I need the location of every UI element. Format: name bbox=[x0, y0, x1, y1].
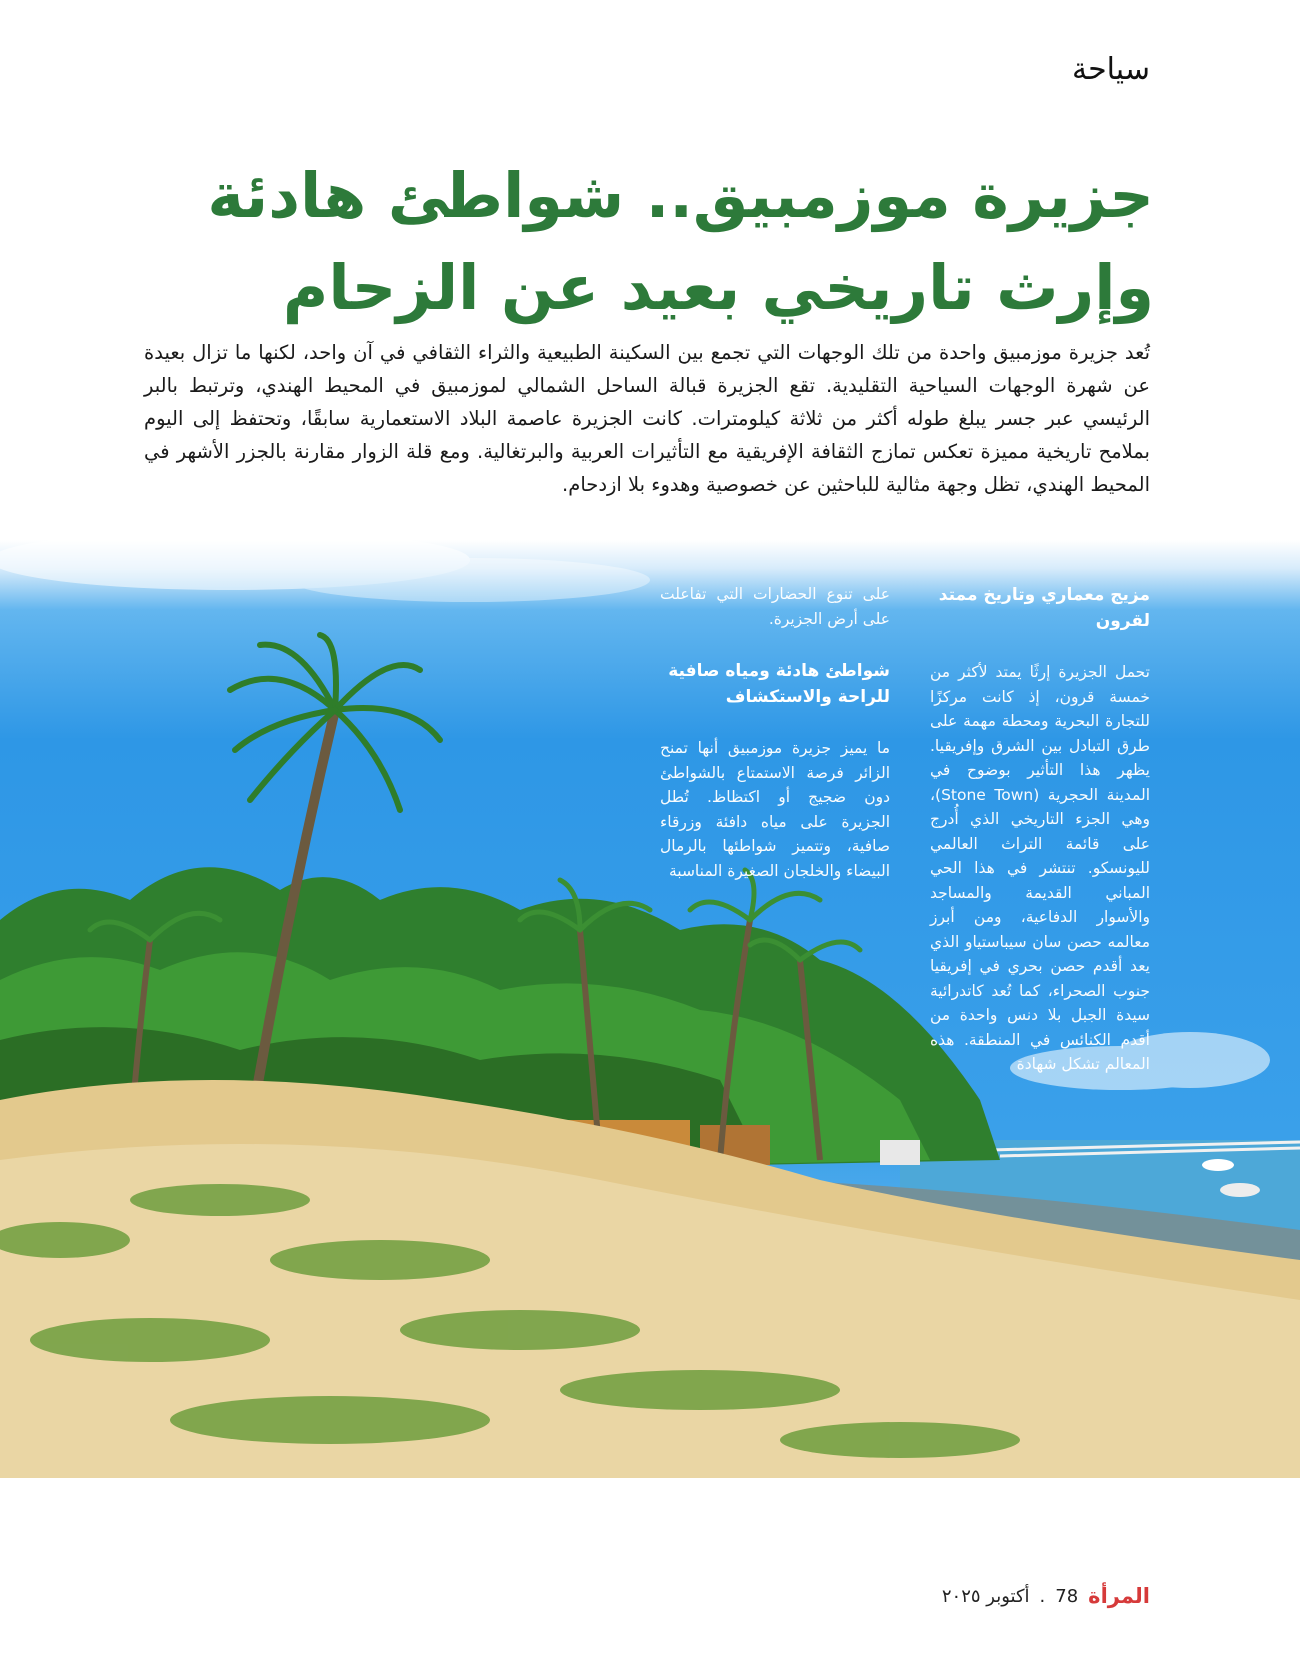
column-left-continuation bbox=[660, 582, 890, 631]
section-label: سياحة bbox=[1072, 52, 1150, 87]
headline-line-1: جزيرة موزمبيق.. شواطئ هادئة bbox=[207, 159, 1154, 232]
column-right-body: تحمل الجزيرة إرثًا يمتد لأكثر من خمسة قرون، إذ كانت مركزًا للتجارة البحرية ومحطة مهمة على طرق التبادل بين الشرق وإفريقيا. يظهر هذا التأثير بوضوح في المدينة الحجرية (Stone Town)، وهي الجزء التاريخي الذي أُدرج على قائمة التراث العالمي لليونسكو. تنتشر في هذا الحي المباني القديمة والمساجد والأسوار الدفاعية، ومن أبرز معالمه حصن سان سيباستياو الذي يعد أقدم حصن بحري في إفريقيا جنوب الصحراء، كما تُعد كاتدرائية سيدة الجبل بلا دنس واحدة من أقدم الكنائس في المنطقة. هذه المعالم تشكل شهادة bbox=[930, 663, 1150, 1073]
headline-line-2: وإرث تاريخي بعيد عن الزحام bbox=[282, 251, 1154, 324]
column-left-heading: شواطئ هادئة ومياه صافية للراحة والاستكشاف bbox=[668, 661, 890, 707]
column-left-body: ما يميز جزيرة موزمبيق أنها تمنح الزائر فرصة الاستمتاع بالشواطئ دون ضجيج أو اكتظاظ. تُطل الجزيرة على مياه دافئة وزرقاء صافية، وتتميز شواطئها بالرمال البيضاء والخلجان الصغيرة المناسبة bbox=[660, 739, 890, 880]
boat bbox=[1220, 1183, 1260, 1197]
column-right bbox=[930, 582, 1150, 1077]
magazine-logo: المرأة bbox=[1088, 1584, 1150, 1608]
footer bbox=[942, 1584, 1150, 1608]
boat bbox=[1202, 1159, 1234, 1171]
hut bbox=[880, 1140, 920, 1165]
column-left bbox=[660, 658, 890, 883]
page-number: 78 bbox=[1055, 1585, 1079, 1607]
footer-separator: . bbox=[1039, 1585, 1046, 1607]
intro-paragraph: تُعد جزيرة موزمبيق واحدة من تلك الوجهات التي تجمع بين السكينة الطبيعية والثراء الثقافي في آن واحد، لكنها ما تزال بعيدة عن شهرة الوجهات السياحية التقليدية. تقع الجزيرة قبالة الساحل الشمالي لموزمبيق في المحيط الهندي، وترتبط بالبر الرئيسي عبر جسر يبلغ طوله أكثر من ثلاثة كيلومترات. كانت الجزيرة عاصمة البلاد الاستعمارية سابقًا، وتحتفظ إلى اليوم بملامح تاريخية مميزة تعكس تمازج الثقافة الإفريقية مع التأثيرات العربية والبرتغالية. ومع قلة الزوار مقارنة بالجزر الأشهر في المحيط الهندي، تظل وجهة مثالية للباحثين عن خصوصية وهدوء بلا ازدحام. bbox=[144, 341, 1150, 496]
headline bbox=[144, 150, 1154, 334]
issue-date: أكتوبر ٢٠٢٥ bbox=[941, 1585, 1030, 1607]
column-left-continuation-body: على تنوع الحضارات التي تفاعلت على أرض الجزيرة. bbox=[660, 585, 890, 628]
column-right-heading: مزيج معماري وتاريخ ممتد لقرون bbox=[938, 585, 1150, 631]
